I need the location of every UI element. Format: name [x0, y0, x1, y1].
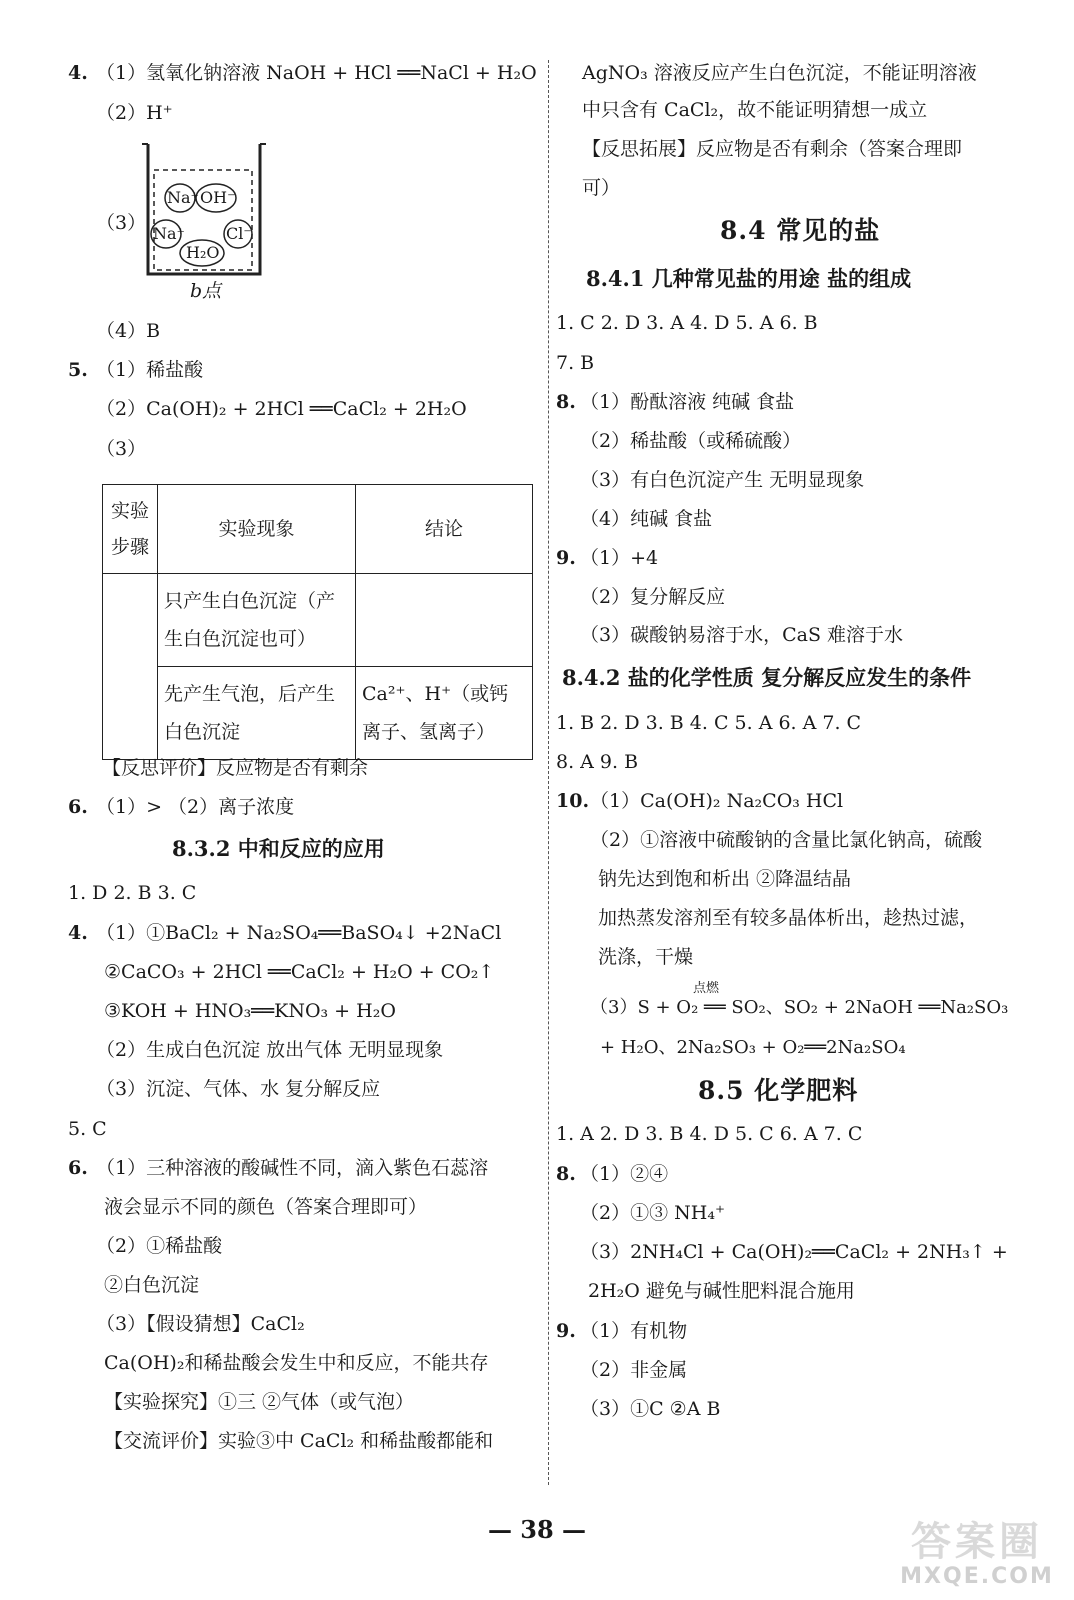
- s841-q8b: （2）稀盐酸（或稀硫酸）: [580, 430, 802, 452]
- s832-q6e: （3）【假设猜想】CaCl₂: [96, 1313, 305, 1335]
- row2-phenomenon: 先产生气泡，后产生白色沉淀: [158, 667, 356, 760]
- s832-q5: 5. C: [68, 1118, 107, 1140]
- s85-q8a: （1）②④: [580, 1163, 669, 1185]
- s85-q8c: （3）2NH₄Cl + Ca(OH)₂══CaCl₂ + 2NH₃↑ +: [580, 1241, 1008, 1263]
- table-header-row: [103, 485, 533, 574]
- s842-q10e: 洗涤，干燥: [598, 946, 694, 968]
- s832-q4a: （1）①BaCl₂ + Na₂SO₄══BaSO₄↓ +2NaCl: [96, 922, 502, 944]
- header-step-line2: 步骤: [110, 536, 149, 558]
- s841-q8d: （4）纯碱 食盐: [580, 508, 713, 530]
- table-row: [103, 667, 533, 760]
- continuation-line2: 中只含有 CaCl₂，故不能证明猜想一成立: [582, 99, 928, 121]
- s842-q8-9: 8. A 9. B: [556, 751, 639, 773]
- q6-text: （1）> （2）离子浓度: [96, 796, 295, 818]
- step-cell: [103, 574, 158, 760]
- s832-q4b: ②CaCO₃ + 2HCl ══CaCl₂ + H₂O + CO₂↑: [104, 961, 495, 983]
- continuation-line4: 可）: [582, 177, 621, 199]
- column-divider: [548, 60, 549, 1485]
- watermark-text: 答案圈: [911, 1519, 1043, 1565]
- row1-phenomenon: 只产生白色沉淀（产生白色沉淀也可）: [158, 574, 356, 667]
- s832-q6b: 液会显示不同的颜色（答案合理即可）: [104, 1196, 428, 1218]
- ion-oh: OH⁻: [200, 188, 236, 207]
- s85-q9b: （2）非金属: [580, 1359, 688, 1381]
- s85-q9c: （3）①C ②A B: [580, 1398, 721, 1420]
- beaker-outline: [140, 140, 270, 300]
- beaker-diagram: [140, 140, 270, 300]
- s842-q10b: （2）①溶液中硫酸钠的含量比氯化钠高，硫酸: [590, 829, 983, 851]
- s841-q9a: （1）+4: [580, 547, 659, 569]
- q5-part1: （1）稀盐酸: [96, 359, 204, 381]
- s85-q8b: （2）①③ NH₄⁺: [580, 1202, 725, 1224]
- header-phenomenon: 实验现象: [158, 485, 356, 574]
- s832-q6g: 【实验探究】①三 ②气体（或气泡）: [104, 1391, 415, 1413]
- ion-cl: Cl⁻: [226, 224, 252, 243]
- section-8-4-1-title: 8.4.1 几种常见盐的用途 盐的组成: [586, 266, 912, 291]
- s841-q9c: （3）碳酸钠易溶于水，CaS 难溶于水: [580, 624, 904, 646]
- s842-q10f: （3）S + O₂ ══ SO₂、SO₂ + 2NaOH ══Na₂SO₃: [590, 997, 1009, 1018]
- header-step: [103, 485, 158, 574]
- q4-number: 4.: [68, 62, 88, 84]
- s841-q8c: （3）有白色沉淀产生 无明显现象: [580, 469, 865, 491]
- s832-q4d: （2）生成白色沉淀 放出气体 无明显现象: [96, 1039, 444, 1061]
- s841-q8a: （1）酚酞溶液 纯碱 食盐: [580, 391, 795, 413]
- s85-q9a: （1）有机物: [580, 1320, 688, 1342]
- s842-q10a: （1）Ca(OH)₂ Na₂CO₃ HCl: [590, 790, 844, 812]
- s841-q9-number: 9.: [556, 547, 576, 569]
- continuation-line3: 【反思拓展】反应物是否有剩余（答案合理即: [582, 138, 963, 160]
- s85-q9-number: 9.: [556, 1320, 576, 1342]
- s841-q8-number: 8.: [556, 391, 576, 413]
- q5-number: 5.: [68, 359, 88, 381]
- s841-q7: 7. B: [556, 352, 595, 374]
- ion-na-1: Na⁺: [167, 188, 199, 207]
- q5-part2: （2）Ca(OH)₂ + 2HCl ══CaCl₂ + 2H₂O: [96, 398, 467, 420]
- s841-q1-6: 1. C 2. D 3. A 4. D 5. A 6. B: [556, 312, 818, 334]
- s832-q4c: ③KOH + HNO₃══KNO₃ + H₂O: [104, 1000, 396, 1022]
- q4-part2: （2）H⁺: [96, 102, 173, 124]
- s842-q10-number: 10.: [556, 790, 590, 812]
- table-row: [103, 574, 533, 667]
- s85-q1-7: 1. A 2. D 3. B 4. D 5. C 6. A 7. C: [556, 1123, 863, 1145]
- header-conclusion: 结论: [356, 485, 533, 574]
- s842-q1-7: 1. B 2. D 3. B 4. C 5. A 6. A 7. C: [556, 712, 862, 734]
- molecule-h2o: H₂O: [186, 243, 220, 262]
- q5-reflection: 【反思评价】反应物是否有剩余: [102, 757, 369, 779]
- section-8-4-title: 8.4 常见的盐: [720, 216, 881, 245]
- s842-q10c: 钠先达到饱和析出 ②降温结晶: [598, 868, 852, 890]
- q6-number: 6.: [68, 796, 88, 818]
- s832-q6h: 【交流评价】实验③中 CaCl₂ 和稀盐酸都能和: [104, 1430, 494, 1452]
- s832-q6-number: 6.: [68, 1157, 88, 1179]
- header-step-line1: 实验: [110, 500, 149, 522]
- beaker-caption: b点: [190, 280, 222, 302]
- experiment-table: [102, 484, 533, 760]
- q4-part4: （4）B: [96, 320, 161, 342]
- row1-conclusion: [356, 574, 533, 667]
- section-8-3-2-title: 8.3.2 中和反应的应用: [172, 836, 385, 861]
- section-8-5-title: 8.5 化学肥料: [698, 1076, 859, 1105]
- s832-q6d: ②白色沉淀: [104, 1274, 200, 1296]
- watermark-url: MXQE.COM: [900, 1564, 1054, 1589]
- s832-q6c: （2）①稀盐酸: [96, 1235, 223, 1257]
- q4-part1: （1）氢氧化钠溶液 NaOH + HCl ══NaCl + H₂O: [96, 62, 537, 84]
- row2-conclusion: Ca²⁺、H⁺（或钙离子、氢离子）: [356, 667, 533, 760]
- s832-q1-3: 1. D 2. B 3. C: [68, 882, 197, 904]
- s832-q6a: （1）三种溶液的酸碱性不同，滴入紫色石蕊溶: [96, 1157, 489, 1179]
- q4-part3: （3）: [96, 212, 147, 234]
- section-8-4-2-title: 8.4.2 盐的化学性质 复分解反应发生的条件: [562, 665, 972, 690]
- page-number: — 38 —: [487, 1515, 587, 1544]
- s832-q6f: Ca(OH)₂和稀盐酸会发生中和反应，不能共存: [104, 1352, 489, 1374]
- s85-q8-number: 8.: [556, 1163, 576, 1185]
- s841-q9b: （2）复分解反应: [580, 586, 726, 608]
- s832-q4e: （3）沉淀、气体、水 复分解反应: [96, 1078, 381, 1100]
- continuation-line1: AgNO₃ 溶液反应产生白色沉淀，不能证明溶液: [582, 62, 977, 84]
- s842-q10g: + H₂O、2Na₂SO₃ + O₂══2Na₂SO₄: [600, 1037, 906, 1058]
- watermark-logo: [892, 1520, 1062, 1592]
- s85-q8d: 2H₂O 避免与碱性肥料混合施用: [588, 1280, 855, 1302]
- q5-part3: （3）: [96, 438, 147, 460]
- ignition-condition: 点燃: [693, 981, 720, 996]
- s832-q4-number: 4.: [68, 922, 88, 944]
- s842-q10d: 加热蒸发溶剂至有较多晶体析出，趁热过滤，: [598, 907, 979, 929]
- ion-na-2: Na⁺: [153, 224, 185, 243]
